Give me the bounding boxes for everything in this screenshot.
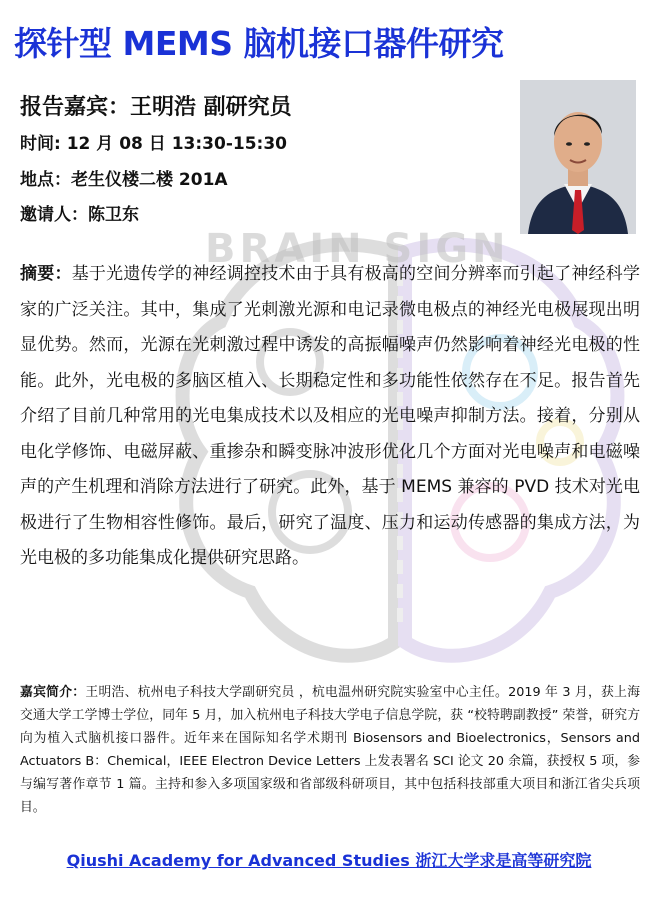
watermark-text: BRAIN SIGN bbox=[205, 226, 510, 272]
abstract-paragraph bbox=[20, 257, 640, 577]
speaker-line: 报告嘉宾：王明浩 副研究员 bbox=[20, 95, 292, 120]
bio-text: 王明浩、杭州电子科技大学副研究员 ，杭电温州研究院实验室中心主任。2019 年 3 月，获上海交通大学工学博士学位，同年 5 月，加入杭州电子科技大学电子信息学院，获 “校特聘副教授” 荣誉，研究方向为植入式脑机接口器件。近年来在国际知名学术期刊 Biosensors and Bioelectronics，Sensors and Actuators B：Chemical，IEEE Electron Device Letters 上发表署名 SCI 论文 20 余篇，获授权 5 项，参与编写著作章节 1 篇。主持和参入多项国家级和省部级科研项目，其中包括科技部重大项目和浙江省尖兵项目。 bbox=[20, 685, 641, 815]
speaker-portrait-icon bbox=[520, 80, 636, 234]
bio-paragraph bbox=[20, 681, 640, 819]
page-title: 探针型 MEMS 脑机接口器件研究 bbox=[14, 24, 504, 63]
time-line: 时间: 12 月 08 日 13:30-15:30 bbox=[20, 134, 287, 154]
bio-label: 嘉宾简介： bbox=[20, 685, 86, 700]
abstract-text: 基于光遗传学的神经调控技术由于具有极高的空间分辨率而引起了神经科学家的广泛关注。其中，集成了光刺激光源和电记录微电极点的神经光电极展现出明显优势。然而，光源在光刺激过程中诱发的高振幅噪声仍然影响着神经光电极的性能。此外，光电极的多脑区植入、长期稳定性和多功能性依然存在不足。报告首先介绍了目前几种常用的光电集成技术以及相应的光电噪声抑制方法。接着，分别从电化学修饰、电磁屏蔽、重掺杂和瞬变脉冲波形优化几个方面对光电噪声和电磁噪声的产生机理和消除方法进行了研究。此外，基于 MEMS 兼容的 PVD 技术对光电极进行了生物相容性修饰。最后，研究了温度、压力和运动传感器的集成方法，为光电极的多功能集成化提供研究思路。 bbox=[20, 264, 641, 568]
place-line: 地点：老生仪楼二楼 201A bbox=[20, 170, 228, 190]
footer-organizer: Qiushi Academy for Advanced Studies 浙江大学求是高等研究院 bbox=[66, 851, 592, 870]
host-line: 邀请人：陈卫东 bbox=[20, 205, 139, 225]
abstract-label: 摘要： bbox=[20, 264, 72, 284]
